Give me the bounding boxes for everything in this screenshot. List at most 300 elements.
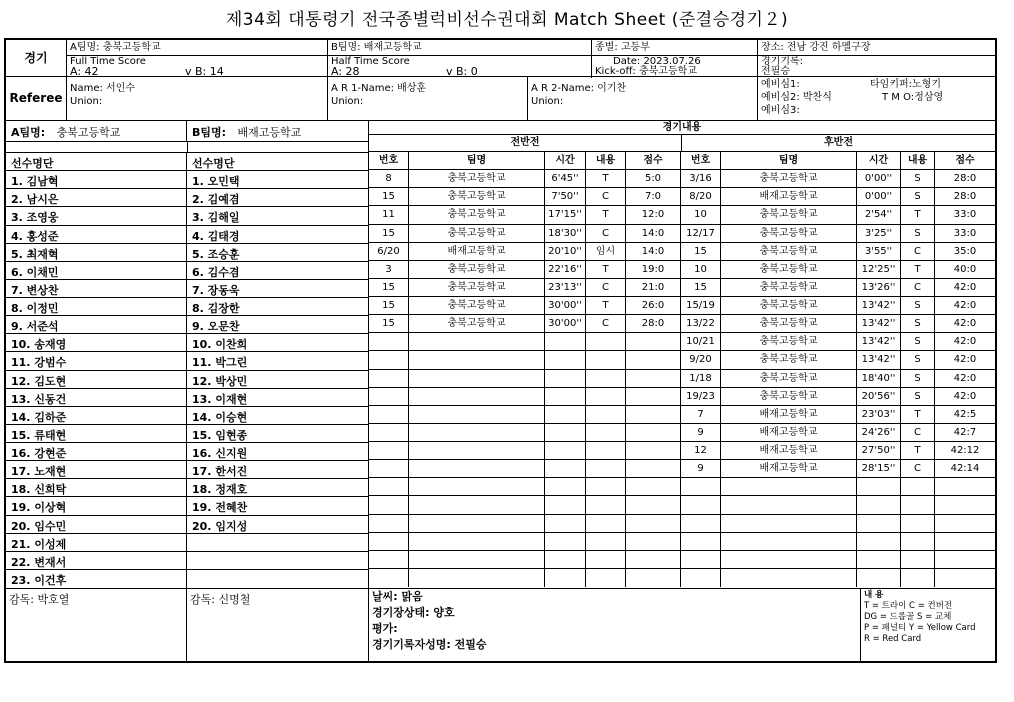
first-half-team xyxy=(409,569,545,587)
ar1-union: Union: xyxy=(331,96,364,107)
date-kickoff xyxy=(592,56,758,78)
full-time-a: A: 42 xyxy=(70,65,99,78)
first-half-team xyxy=(409,333,545,350)
team-a-player: 22. 변재서 xyxy=(6,552,187,569)
team-a-player: 9. 서준석 xyxy=(6,316,187,333)
second-half-type: T xyxy=(901,442,935,459)
col-type-1: 내용 xyxy=(586,152,626,169)
col-type-2: 내용 xyxy=(901,152,935,169)
second-half-no: 10 xyxy=(681,261,721,278)
half-time-score xyxy=(328,56,592,78)
first-half-time xyxy=(545,551,586,568)
second-half-time xyxy=(857,478,901,495)
recorder-sign: 경기기록자성명: 전필승 xyxy=(372,638,487,651)
second-half-no: 12 xyxy=(681,442,721,459)
match-info-row xyxy=(6,40,995,77)
first-half-type xyxy=(586,406,626,423)
second-half-score: 33:0 xyxy=(953,209,977,221)
coach-a: 감독: 박호열 xyxy=(6,589,187,661)
first-half-team: 충북고등학교 xyxy=(409,206,545,223)
second-half-no: 13/22 xyxy=(681,315,721,332)
team-b-player xyxy=(187,570,368,588)
player-row xyxy=(6,516,368,534)
second-half-no: 9/20 xyxy=(681,351,721,368)
second-half-team: 배재고등학교 xyxy=(721,424,857,441)
match-date: Date: 2023.07.26 xyxy=(613,56,701,67)
team-b-player xyxy=(187,534,368,551)
team-b-player: 13. 이재현 xyxy=(192,392,248,406)
game-row xyxy=(369,515,995,533)
first-half-score xyxy=(626,478,681,495)
first-half-no xyxy=(369,442,409,459)
team-a-name: A팀명: 충북고등학교 xyxy=(67,40,328,55)
first-half-score xyxy=(626,406,681,423)
players-heading-row xyxy=(6,153,368,171)
legend-line-3: P = 패널티 Y = Yellow Card xyxy=(864,623,976,633)
team-b-player: 8. 김장한 xyxy=(192,302,240,315)
second-half-time: 0'00'' xyxy=(857,188,901,205)
second-half-score: 42:5 xyxy=(953,408,977,420)
game-row xyxy=(369,225,995,243)
second-half-score xyxy=(935,515,995,532)
ar1-name: A R 1-Name: 배상훈 xyxy=(331,83,427,94)
player-row xyxy=(6,479,368,497)
second-half-team xyxy=(721,551,857,568)
first-half-score xyxy=(626,424,681,441)
full-time-label: Full Time Score xyxy=(70,56,146,67)
second-half-type xyxy=(901,533,935,550)
game-row xyxy=(369,460,995,478)
col-no-1: 번호 xyxy=(369,152,409,169)
second-half-team xyxy=(721,478,857,495)
second-half-time: 28'15'' xyxy=(857,460,901,477)
second-half-team xyxy=(721,533,857,550)
reserve2: 예비심2: 박찬식 xyxy=(761,92,832,103)
first-half-no: 15 xyxy=(369,279,409,296)
second-half-no xyxy=(681,496,721,513)
recorder-name: 전필승 xyxy=(761,66,790,77)
first-half-no xyxy=(369,496,409,513)
game-log xyxy=(369,121,995,588)
team-a-list-heading: 선수명단 xyxy=(6,153,187,170)
player-row xyxy=(6,497,368,515)
first-half-no xyxy=(369,460,409,477)
first-half-type xyxy=(586,533,626,550)
second-half-type: T xyxy=(901,261,935,278)
game-rows xyxy=(369,170,995,587)
second-half-score: 42:0 xyxy=(953,336,977,348)
first-half-team xyxy=(409,370,545,387)
team-b-player: 7. 장동욱 xyxy=(192,283,240,297)
second-half-no: 7 xyxy=(681,406,721,423)
second-half-no xyxy=(681,478,721,495)
first-half-score: 26:0 xyxy=(626,297,681,314)
team-b-heading xyxy=(187,121,368,141)
second-half-type: S xyxy=(901,315,935,332)
second-half-time: 20'56'' xyxy=(857,388,901,405)
first-half-type xyxy=(586,551,626,568)
first-half-time xyxy=(545,496,586,513)
first-half-score xyxy=(626,351,681,368)
team-b-player: 17. 한서진 xyxy=(192,465,248,479)
second-half-score: 42:12 xyxy=(950,445,980,456)
first-half-time xyxy=(545,460,586,477)
first-half-time: 23'13'' xyxy=(545,279,586,296)
reserve1: 예비심1: xyxy=(761,79,800,90)
game-row xyxy=(369,206,995,224)
first-half-score xyxy=(626,388,681,405)
game-row xyxy=(369,333,995,351)
player-row xyxy=(6,443,368,461)
first-half-type: C xyxy=(586,279,626,296)
first-half-no: 11 xyxy=(369,206,409,223)
players-table xyxy=(6,121,369,588)
game-row xyxy=(369,496,995,514)
second-half-time xyxy=(857,569,901,587)
first-half-no xyxy=(369,569,409,587)
second-half-time: 13'26'' xyxy=(857,279,901,296)
team-a-player: 3. 조영웅 xyxy=(6,207,187,224)
team-a-player: 15. 류태현 xyxy=(6,425,187,442)
second-half-type: S xyxy=(901,351,935,368)
first-half-no: 3 xyxy=(369,261,409,278)
first-half-no: 6/20 xyxy=(369,243,409,260)
second-half-score: 33:0 xyxy=(953,227,977,239)
col-time-2: 시간 xyxy=(857,152,901,169)
first-half-time: 22'16'' xyxy=(545,261,586,278)
team-b-player: 18. 정재호 xyxy=(192,483,248,497)
referee-main xyxy=(67,77,328,120)
first-half-time xyxy=(545,370,586,387)
second-half-no: 10/21 xyxy=(681,333,721,350)
player-row xyxy=(6,298,368,316)
team-b-player: 4. 김태경 xyxy=(192,229,240,243)
legend-line-1: T = 트라이 C = 컨버전 xyxy=(864,601,953,611)
player-row xyxy=(6,389,368,407)
team-a-label: A팀명: xyxy=(11,126,46,139)
second-half-type: S xyxy=(901,297,935,314)
first-half-score: 28:0 xyxy=(626,315,681,332)
first-half-team xyxy=(409,551,545,568)
game-row xyxy=(369,424,995,442)
first-half-type xyxy=(586,333,626,350)
second-half-time: 23'03'' xyxy=(857,406,901,423)
second-half-score xyxy=(935,533,995,550)
first-half-time xyxy=(545,533,586,550)
player-row xyxy=(6,334,368,352)
player-row xyxy=(6,189,368,207)
second-half-time: 0'00'' xyxy=(857,170,901,187)
game-row xyxy=(369,315,995,333)
second-half-score: 42:0 xyxy=(953,300,977,311)
second-half-team xyxy=(721,569,857,587)
first-half-heading: 전반전 xyxy=(369,135,682,151)
second-half-time xyxy=(857,551,901,568)
referee-row xyxy=(6,77,995,121)
recorder xyxy=(758,56,995,78)
match-conditions xyxy=(369,589,861,661)
second-half-type xyxy=(901,569,935,587)
timekeeper: 타임키퍼:노형기 xyxy=(870,79,941,90)
second-half-score: 28:0 xyxy=(953,173,977,185)
player-row xyxy=(6,534,368,552)
second-half-no: 1/18 xyxy=(681,370,721,387)
second-half-team: 충북고등학교 xyxy=(721,388,857,405)
second-half-type: S xyxy=(901,225,935,242)
first-half-team: 충북고등학교 xyxy=(409,315,545,332)
team-b-player: 15. 임현종 xyxy=(192,428,248,442)
first-half-team xyxy=(409,533,545,550)
main-section xyxy=(6,121,995,589)
team-b-player: 20. 임지성 xyxy=(192,519,248,533)
team-a-player: 5. 최재혁 xyxy=(6,244,187,261)
game-row xyxy=(369,261,995,279)
game-heading: 경기내용 xyxy=(369,121,995,135)
game-row xyxy=(369,243,995,261)
game-label: 경기 xyxy=(6,40,67,76)
second-half-score xyxy=(935,478,995,495)
first-half-type: T xyxy=(586,261,626,278)
first-half-time xyxy=(545,424,586,441)
first-half-score: 19:0 xyxy=(626,261,681,278)
team-b-name: B팀명: 배재고등학교 xyxy=(328,40,592,55)
game-row xyxy=(369,351,995,369)
half-time-label: Half Time Score xyxy=(331,56,410,67)
game-row xyxy=(369,388,995,406)
first-half-score: 12:0 xyxy=(626,206,681,223)
second-half-type: T xyxy=(901,206,935,223)
game-row xyxy=(369,569,995,587)
first-half-time: 7'50'' xyxy=(545,188,586,205)
col-team-1: 팀명 xyxy=(409,152,545,169)
second-half-type: S xyxy=(901,388,935,405)
second-half-no: 15/19 xyxy=(681,297,721,314)
referee-label: Referee xyxy=(6,77,67,120)
first-half-type: C xyxy=(586,225,626,242)
team-b-player: 9. 오문찬 xyxy=(192,320,240,334)
referee-name: Name: 서인수 xyxy=(70,83,136,94)
first-half-team: 충북고등학교 xyxy=(409,170,545,187)
team-a-player: 2. 남시은 xyxy=(6,189,187,206)
first-half-team xyxy=(409,388,545,405)
second-half-score xyxy=(935,551,995,568)
second-half-team: 충북고등학교 xyxy=(721,315,857,332)
first-half-type: T xyxy=(586,206,626,223)
second-half-team: 배재고등학교 xyxy=(721,442,857,459)
col-no-2: 번호 xyxy=(681,152,721,169)
team-a-player: 16. 강현준 xyxy=(6,443,187,460)
second-half-team: 충북고등학교 xyxy=(721,170,857,187)
first-half-team: 충북고등학교 xyxy=(409,297,545,314)
team-a-player: 23. 이건후 xyxy=(6,570,187,588)
game-columns-row xyxy=(369,152,995,170)
game-row xyxy=(369,188,995,206)
second-half-team: 배재고등학교 xyxy=(721,406,857,423)
first-half-team xyxy=(409,515,545,532)
second-half-type: C xyxy=(901,424,935,441)
player-rows xyxy=(6,171,368,588)
first-half-score xyxy=(626,460,681,477)
second-half-time: 13'42'' xyxy=(857,351,901,368)
second-half-type: C xyxy=(901,243,935,260)
match-sheet xyxy=(4,38,997,663)
first-half-time xyxy=(545,515,586,532)
second-half-time xyxy=(857,533,901,550)
second-half-team: 충북고등학교 xyxy=(721,333,857,350)
first-half-no: 15 xyxy=(369,188,409,205)
team-a-player: 11. 강범수 xyxy=(6,352,187,369)
ar2-name: A R 2-Name: 이기찬 xyxy=(531,83,627,94)
half-time-b: v B: 0 xyxy=(446,65,478,78)
team-b-player: 16. 신지원 xyxy=(192,447,248,460)
second-half-type xyxy=(901,515,935,532)
player-row xyxy=(6,352,368,370)
first-half-type xyxy=(586,460,626,477)
first-half-type xyxy=(586,478,626,495)
field-condition: 경기장상태: 양호 xyxy=(372,606,455,619)
second-half-type: T xyxy=(901,406,935,423)
team-b-list-heading: 선수명단 xyxy=(192,157,235,170)
first-half-team xyxy=(409,460,545,477)
first-half-team: 충북고등학교 xyxy=(409,261,545,278)
second-half-time: 24'26'' xyxy=(857,424,901,441)
team-a-player: 10. 송재영 xyxy=(6,334,187,351)
team-a-player: 20. 임수민 xyxy=(6,516,187,533)
player-row xyxy=(6,316,368,334)
second-half-time: 27'50'' xyxy=(857,442,901,459)
team-a-player: 18. 신희탁 xyxy=(6,479,187,496)
first-half-score: 7:0 xyxy=(626,188,681,205)
first-half-type xyxy=(586,351,626,368)
game-row xyxy=(369,551,995,569)
second-half-score: 40:0 xyxy=(953,263,977,275)
second-half-score: 42:0 xyxy=(953,281,977,293)
game-row xyxy=(369,297,995,315)
second-half-type: S xyxy=(901,370,935,387)
first-half-type: T xyxy=(586,297,626,314)
second-half-no xyxy=(681,515,721,532)
second-half-no: 15 xyxy=(681,243,721,260)
half-time-a: A: 28 xyxy=(331,65,360,78)
first-half-time: 17'15'' xyxy=(545,206,586,223)
second-half-score: 42:0 xyxy=(953,372,977,384)
second-half-team: 충북고등학교 xyxy=(721,351,857,368)
second-half-time xyxy=(857,515,901,532)
team-b-player: 3. 김해일 xyxy=(192,211,240,225)
full-time-b: v B: 14 xyxy=(185,65,224,78)
first-half-score: 21:0 xyxy=(626,279,681,296)
first-half-score: 5:0 xyxy=(626,170,681,187)
team-b-label: B팀명: xyxy=(192,126,227,139)
first-half-no xyxy=(369,478,409,495)
second-half-time: 13'42'' xyxy=(857,333,901,350)
second-half-team: 충북고등학교 xyxy=(721,297,857,314)
first-half-no xyxy=(369,551,409,568)
first-half-type: 임시 xyxy=(586,243,626,260)
team-b-player: 1. 오민택 xyxy=(192,175,240,189)
player-row xyxy=(6,226,368,244)
second-half-heading: 후반전 xyxy=(824,137,853,148)
recorder-label: 경기기록: xyxy=(761,56,804,67)
col-score-1: 점수 xyxy=(626,152,681,169)
category: 종별: 고등부 xyxy=(592,40,758,55)
first-half-score xyxy=(626,515,681,532)
team-a-player: 19. 이상혁 xyxy=(6,497,187,514)
first-half-time xyxy=(545,442,586,459)
game-row xyxy=(369,279,995,297)
second-half-team: 충북고등학교 xyxy=(721,243,857,260)
first-half-score xyxy=(626,370,681,387)
team-b-value: 배재고등학교 xyxy=(237,126,302,139)
second-half-team xyxy=(721,496,857,513)
second-half-team: 충북고등학교 xyxy=(721,279,857,296)
second-half-no: 8/20 xyxy=(681,188,721,205)
game-row xyxy=(369,170,995,188)
first-half-time xyxy=(545,351,586,368)
team-b-player: 10. 이찬희 xyxy=(192,338,248,352)
first-half-team xyxy=(409,496,545,513)
team-a-player: 4. 홍성준 xyxy=(6,226,187,243)
team-a-value: 충북고등학교 xyxy=(56,126,121,139)
first-half-type: C xyxy=(586,315,626,332)
first-half-score: 14:0 xyxy=(626,243,681,260)
footer xyxy=(6,589,995,661)
col-score-2: 점수 xyxy=(955,155,975,166)
first-half-time xyxy=(545,388,586,405)
first-half-type xyxy=(586,442,626,459)
ar2-union: Union: xyxy=(531,96,564,107)
team-a-player: 17. 노재현 xyxy=(6,461,187,478)
full-time-score xyxy=(67,56,328,78)
first-half-team: 충북고등학교 xyxy=(409,279,545,296)
team-a-player: 12. 김도현 xyxy=(6,371,187,388)
second-half-no: 15 xyxy=(681,279,721,296)
second-half-no: 9 xyxy=(681,460,721,477)
first-half-time xyxy=(545,569,586,587)
player-row xyxy=(6,407,368,425)
second-half-team: 배재고등학교 xyxy=(721,188,857,205)
first-half-score xyxy=(626,533,681,550)
first-half-no xyxy=(369,515,409,532)
venue: 장소: 전남 강진 하멜구장 xyxy=(761,42,871,53)
first-half-type xyxy=(586,370,626,387)
second-half-no: 19/23 xyxy=(681,388,721,405)
player-row xyxy=(6,280,368,298)
first-half-score xyxy=(626,569,681,587)
first-half-team: 배재고등학교 xyxy=(409,243,545,260)
team-b-player: 11. 박그린 xyxy=(192,356,248,370)
first-half-team: 충북고등학교 xyxy=(409,188,545,205)
first-half-score xyxy=(626,333,681,350)
first-half-no xyxy=(369,351,409,368)
second-half-type: S xyxy=(901,188,935,205)
team-b-player: 5. 조승훈 xyxy=(192,247,240,261)
team-a-player: 14. 김하준 xyxy=(6,407,187,424)
player-row xyxy=(6,371,368,389)
first-half-no xyxy=(369,388,409,405)
first-half-type: C xyxy=(586,188,626,205)
second-half-team xyxy=(721,515,857,532)
first-half-type xyxy=(586,569,626,587)
player-row xyxy=(6,570,368,588)
first-half-no xyxy=(369,533,409,550)
referee-union: Union: xyxy=(70,96,103,107)
kickoff: Kick-off: 충북고등학교 xyxy=(595,66,697,77)
review: 평가: xyxy=(372,622,398,635)
second-half-time: 2'54'' xyxy=(857,206,901,223)
second-half-time xyxy=(857,496,901,513)
team-a-heading xyxy=(6,121,187,141)
